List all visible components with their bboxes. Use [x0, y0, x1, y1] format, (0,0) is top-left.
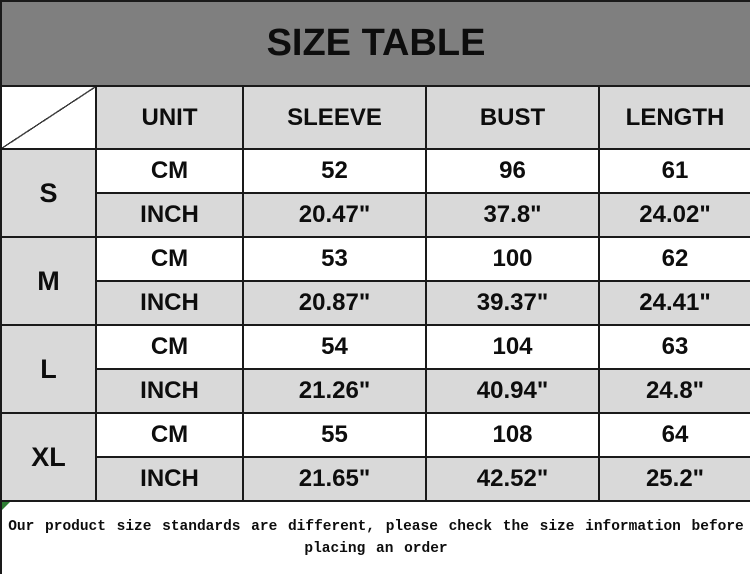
cell-l-cm-sleeve: 54 [243, 325, 426, 369]
size-label-xl: XL [1, 413, 96, 501]
cell-s-inch-length: 24.02" [599, 193, 750, 237]
table-row-l-cm [1, 325, 750, 369]
table-row-s-cm [1, 149, 750, 193]
size-label-s: S [1, 149, 96, 237]
cell-l-inch-bust: 40.94" [426, 369, 599, 413]
cell-m-cm-bust: 100 [426, 237, 599, 281]
footer-row [1, 501, 750, 574]
cell-l-inch-sleeve: 21.26" [243, 369, 426, 413]
cell-xl-cm-sleeve: 55 [243, 413, 426, 457]
cell-xl-cm-length: 64 [599, 413, 750, 457]
column-header-length: LENGTH [599, 86, 750, 149]
column-header-row [1, 86, 750, 149]
table-row-m-cm [1, 237, 750, 281]
title-row [1, 1, 750, 86]
unit-label-inch: INCH [96, 369, 243, 413]
footer-note-cell [1, 501, 750, 574]
cell-xl-inch-bust: 42.52" [426, 457, 599, 501]
table-row-xl-inch [1, 457, 750, 501]
cell-xl-cm-bust: 108 [426, 413, 599, 457]
column-header-bust: BUST [426, 86, 599, 149]
cell-xl-inch-sleeve: 21.65" [243, 457, 426, 501]
cell-s-inch-sleeve: 20.47" [243, 193, 426, 237]
cell-m-inch-length: 24.41" [599, 281, 750, 325]
cell-m-cm-length: 62 [599, 237, 750, 281]
size-label-l: L [1, 325, 96, 413]
unit-label-cm: CM [96, 413, 243, 457]
table-row-xl-cm [1, 413, 750, 457]
unit-label-inch: INCH [96, 457, 243, 501]
table-row-l-inch [1, 369, 750, 413]
cell-s-cm-sleeve: 52 [243, 149, 426, 193]
cell-l-cm-bust: 104 [426, 325, 599, 369]
cell-xl-inch-length: 25.2" [599, 457, 750, 501]
column-header-sleeve: SLEEVE [243, 86, 426, 149]
footer-note-text: Our product size standards are different, please check the size information before placing an order [8, 518, 744, 557]
column-header-unit: UNIT [96, 86, 243, 149]
cell-l-inch-length: 24.8" [599, 369, 750, 413]
unit-label-cm: CM [96, 237, 243, 281]
cell-m-cm-sleeve: 53 [243, 237, 426, 281]
cell-s-cm-length: 61 [599, 149, 750, 193]
green-corner-triangle-icon [2, 502, 10, 510]
unit-label-inch: INCH [96, 281, 243, 325]
unit-label-cm: CM [96, 325, 243, 369]
cell-s-cm-bust: 96 [426, 149, 599, 193]
cell-m-inch-bust: 39.37" [426, 281, 599, 325]
cell-m-inch-sleeve: 20.87" [243, 281, 426, 325]
diagonal-corner-cell [1, 86, 96, 149]
table-row-s-inch [1, 193, 750, 237]
cell-l-cm-length: 63 [599, 325, 750, 369]
unit-label-cm: CM [96, 149, 243, 193]
unit-label-inch: INCH [96, 193, 243, 237]
cell-s-inch-bust: 37.8" [426, 193, 599, 237]
page-title: SIZE TABLE [1, 1, 750, 86]
size-label-m: M [1, 237, 96, 325]
table-row-m-inch [1, 281, 750, 325]
